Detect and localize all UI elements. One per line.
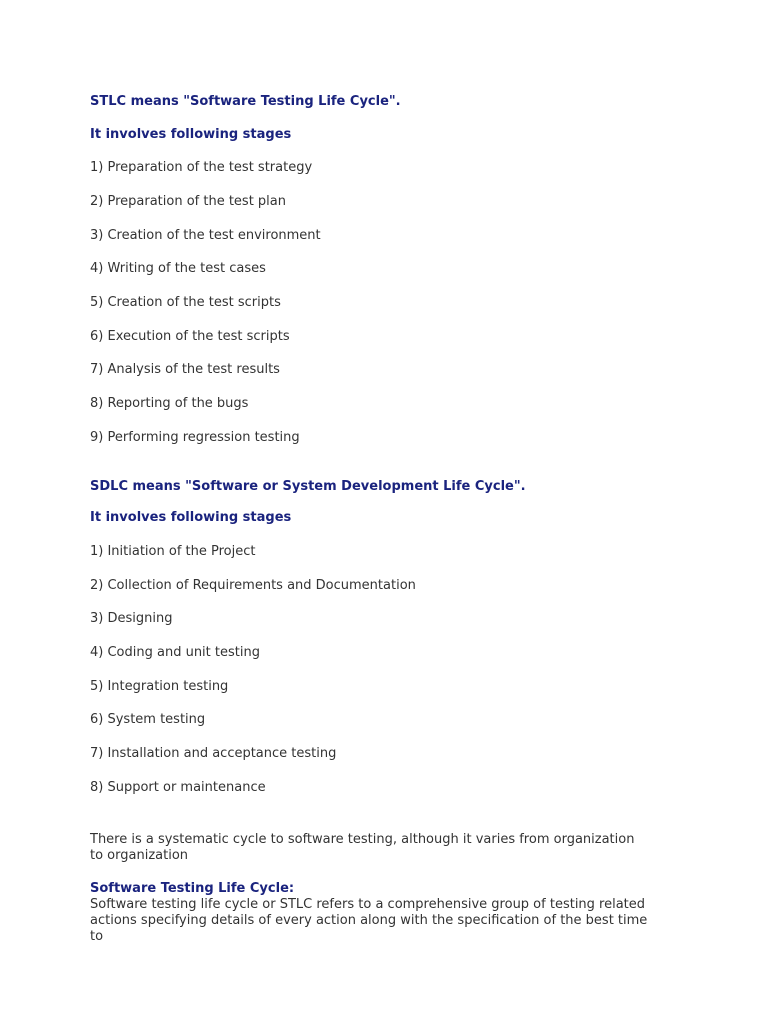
stlc-subtitle: It involves following stages — [90, 127, 292, 142]
sdlc-item: 2) Collection of Requirements and Documentation — [90, 578, 416, 593]
stlc-item: 5) Creation of the test scripts — [90, 295, 281, 310]
sdlc-item: 3) Designing — [90, 611, 173, 626]
sdlc-title: SDLC means "Software or System Development Life Cycle". — [90, 479, 526, 494]
stlc-item: 9) Performing regression testing — [90, 430, 300, 445]
stlc-item: 4) Writing of the test cases — [90, 261, 266, 276]
section-body: Software testing life cycle or STLC refers to a comprehensive group of testing related actions specifying details of every action along with the specification of the best time to — [90, 897, 648, 944]
stlc-item: 7) Analysis of the test results — [90, 362, 280, 377]
intro-paragraph: There is a systematic cycle to software testing, although it varies from organization to organization — [90, 832, 635, 863]
stlc-item: 1) Preparation of the test strategy — [90, 160, 313, 175]
stlc-title: STLC means "Software Testing Life Cycle". — [90, 94, 401, 109]
stlc-item: 3) Creation of the test environment — [90, 228, 321, 243]
sdlc-subtitle: It involves following stages — [90, 510, 292, 525]
stlc-item: 2) Preparation of the test plan — [90, 194, 287, 209]
sdlc-item: 1) Initiation of the Project — [90, 544, 256, 559]
stlc-item: 8) Reporting of the bugs — [90, 396, 249, 411]
sdlc-item: 7) Installation and acceptance testing — [90, 746, 337, 761]
stlc-item: 6) Execution of the test scripts — [90, 329, 290, 344]
sdlc-item: 6) System testing — [90, 712, 206, 727]
section-heading: Software Testing Life Cycle: — [90, 881, 295, 896]
sdlc-item: 4) Coding and unit testing — [90, 645, 260, 660]
sdlc-item: 8) Support or maintenance — [90, 780, 266, 795]
sdlc-item: 5) Integration testing — [90, 679, 229, 694]
